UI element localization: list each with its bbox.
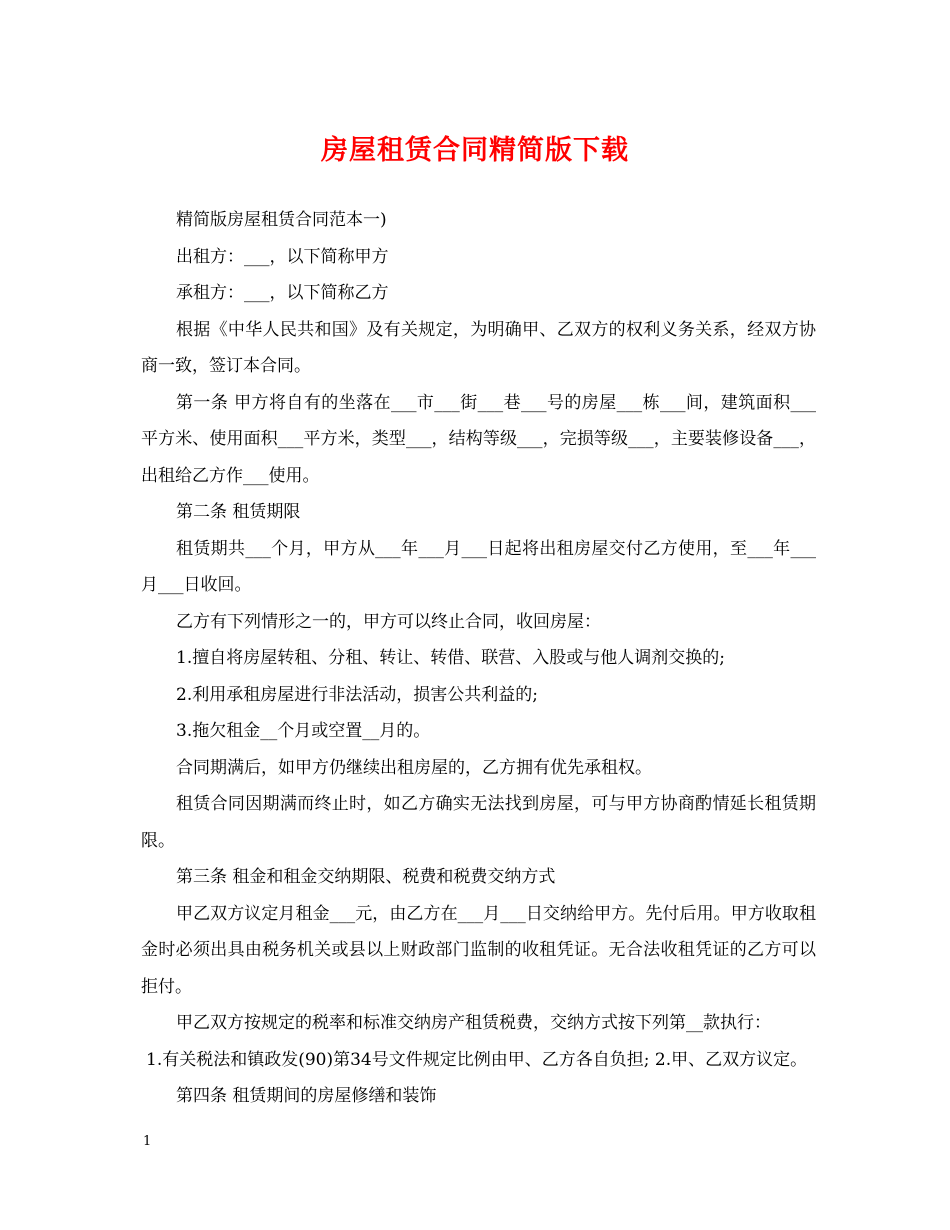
paragraph: 1.擅自将房屋转租、分租、转让、转借、联营、入股或与他人调剂交换的; <box>176 648 725 668</box>
paragraph: 第四条 租赁期间的房屋修缮和装饰 <box>176 1086 437 1106</box>
paragraph: 根据《中华人民共和国》及有关规定，为明确甲、乙双方的权利义务关系，经双方协商一致，签订本合同。 <box>141 319 816 376</box>
paragraph: 合同期满后，如甲方仍继续出租房屋的，乙方拥有优先承租权。 <box>176 757 652 778</box>
paragraph: 第二条 租赁期限 <box>176 502 301 522</box>
paragraph: 租赁期共___个月，甲方从___年___月___日起将出租房屋交付乙方使用，至___年___月___日收回。 <box>141 538 816 595</box>
document-title: 房屋租赁合同精简版下载 <box>321 135 629 166</box>
paragraph: 精简版房屋租赁合同范本一) <box>176 210 387 230</box>
paragraph: 1.有关税法和镇政发(90)第34号文件规定比例由甲、乙方各自负担; 2.甲、乙双方议定。 <box>146 1049 808 1070</box>
paragraph: 乙方有下列情形之一的，甲方可以终止合同，收回房屋： <box>176 611 601 632</box>
paragraph: 甲乙双方按规定的税率和标准交纳房产租赁税费，交纳方式按下列第__款执行： <box>176 1013 771 1033</box>
paragraph: 第一条 甲方将自有的坐落在___市___街___巷___号的房屋___栋___间，建筑面积___平方米、使用面积___平方米，类型___，结构等级___，完损等级___，主要装修设备___，出租给乙方作___使用。 <box>141 392 816 486</box>
paragraph: 甲乙双方议定月租金___元，由乙方在___月___日交纳给甲方。先付后用。甲方收取租金时必须出具由税务机关或县以上财政部门监制的收租凭证。无合法收租凭证的乙方可以拒付。 <box>141 903 816 997</box>
page-number: 1 <box>143 1134 152 1149</box>
paragraph: 2.利用承租房屋进行非法活动，损害公共利益的; <box>176 684 538 705</box>
paragraph: 出租方：___，以下简称甲方 <box>176 246 389 267</box>
paragraph: 承租方：___，以下简称乙方 <box>176 283 389 303</box>
paragraph: 3.拖欠租金__个月或空置__月的。 <box>176 721 431 741</box>
paragraph: 租赁合同因期满而终止时，如乙方确实无法找到房屋，可与甲方协商酌情延长租赁期限。 <box>141 794 816 851</box>
document-body <box>141 202 816 1115</box>
paragraph: 第三条 租金和租金交纳期限、税费和税费交纳方式 <box>176 867 556 887</box>
